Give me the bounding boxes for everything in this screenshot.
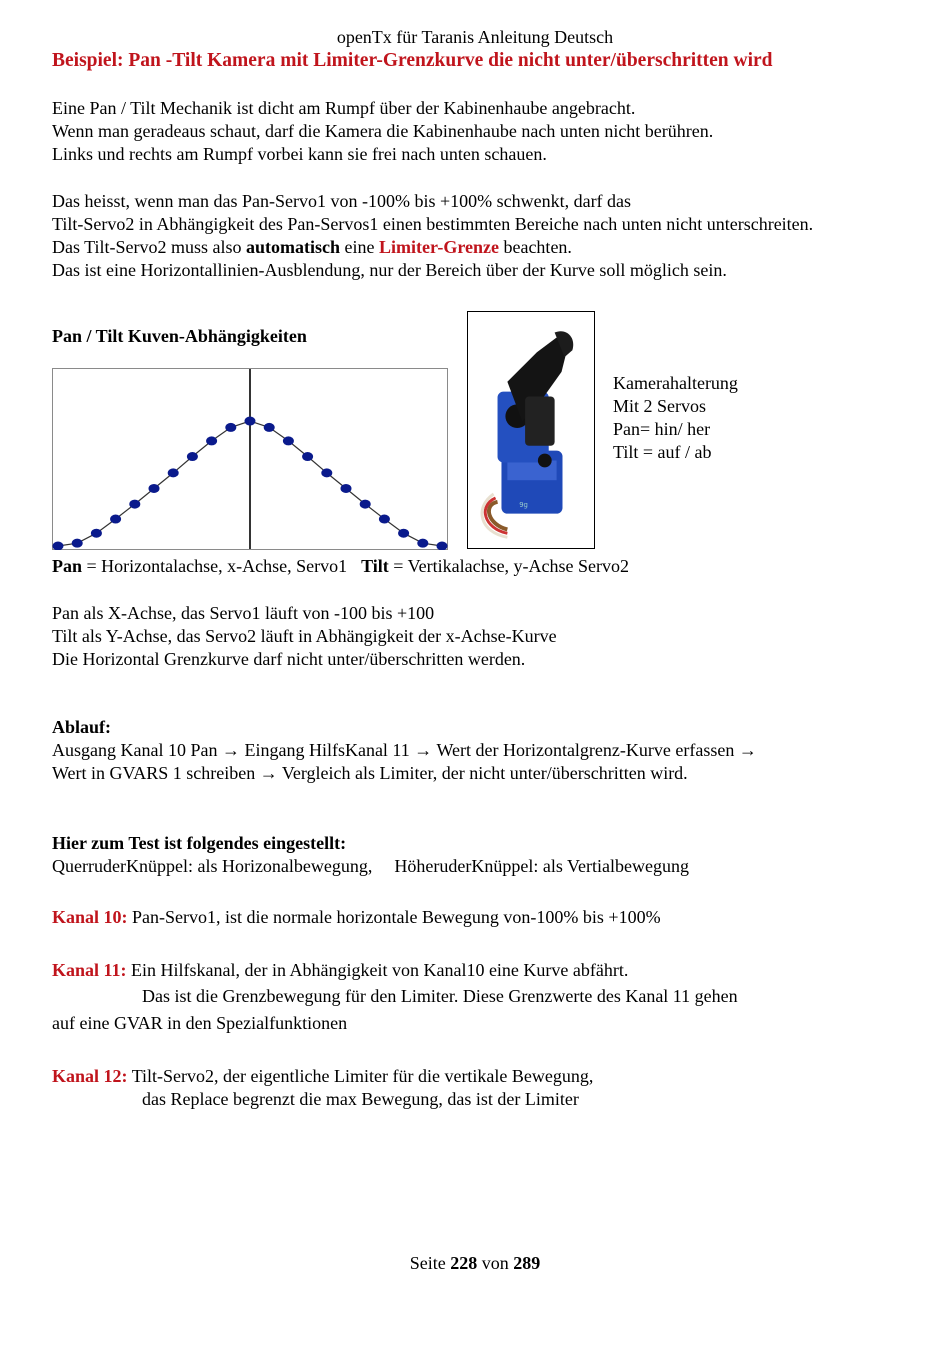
channel-11 [52, 960, 628, 981]
axes-line: Pan als X-Achse, das Servo1 läuft von -100 bis +100 [52, 603, 435, 623]
photo-caption [613, 372, 738, 464]
page-footer [0, 1253, 950, 1274]
curve-point [206, 436, 217, 445]
curve-point [72, 539, 83, 548]
intro-line: Links und rechts am Rumpf vorbei kann sie frei nach unten schauen. [52, 144, 547, 164]
curve-point [341, 484, 352, 493]
axes-paragraph [52, 602, 557, 671]
footer-text: Seite [409, 1253, 451, 1273]
text-span: Das Tilt-Servo2 muss also [52, 237, 247, 257]
footer-text: von [477, 1253, 514, 1273]
test-heading: Hier zum Test ist folgendes eingestellt: [52, 833, 347, 853]
curve-point [225, 423, 236, 432]
test-section [52, 832, 689, 878]
intro-line: Wenn man geradeaus schaut, darf die Kamera die Kabinenhaube nach unten nicht berühren. [52, 121, 714, 141]
curve-heading: Pan / Tilt Kuven-Abhängigkeiten [52, 326, 307, 346]
channel-12-text: Tilt-Servo2, der eigentliche Limiter für die vertikale Bewegung, [127, 1066, 594, 1086]
curve-point [302, 452, 313, 461]
caption-line: Kamerahalterung [613, 373, 738, 393]
curve-point [187, 452, 198, 461]
caption-line: Mit 2 Servos [613, 396, 707, 416]
intro-line: Das heisst, wenn man das Pan-Servo1 von -100% bis +100% schwenkt, darf das [52, 191, 632, 211]
channel-10-label: Kanal 10: [52, 907, 128, 927]
ablauf-line: Wert in GVARS 1 schreiben → Vergleich als Limiter, der nicht unter/überschritten wird. [52, 763, 688, 783]
channel-11-label: Kanal 11: [52, 960, 127, 980]
channel-10-text: Pan-Servo1, ist die normale horizontale Bewegung von-100% bis +100% [127, 907, 661, 927]
intro-paragraph-1 [52, 97, 713, 166]
emphasis-automatic: automatisch [246, 237, 341, 257]
curve-point [398, 529, 409, 538]
page-header: openTx für Taranis Anleitung Deutsch [336, 27, 614, 47]
curve-point [321, 468, 332, 477]
legend-tilt-text: = Vertikalachse, y-Achse Servo2 [388, 556, 630, 576]
pan-tilt-curve-chart [52, 368, 448, 550]
test-aileron-stick: QuerruderKnüppel: als Horizonalbewegung, [52, 856, 373, 876]
intro-line: Das ist eine Horizontallinien-Ausblendung, nur der Bereich über der Kurve soll möglich sein. [52, 260, 727, 280]
test-elevator-stick: HöheruderKnüppel: als Vertialbewegung [394, 856, 689, 876]
legend-pan-label: Pan [52, 556, 83, 576]
channel-12-line-2: das Replace begrenzt die max Bewegung, das ist der Limiter [142, 1089, 579, 1109]
curve-point [149, 484, 160, 493]
channel-11-line-2: Das ist die Grenzbewegung für den Limiter. Diese Grenzwerte des Kanal 11 gehen [142, 986, 738, 1006]
curve-point [129, 500, 140, 509]
svg-text:9g: 9g [519, 500, 528, 509]
ablauf-line: Ausgang Kanal 10 Pan → Eingang HilfsKanal 11 → Wert der Horizontalgrenz-Kurve erfassen → [52, 740, 757, 760]
curve-point [379, 515, 390, 524]
curve-point [264, 423, 275, 432]
channel-10 [52, 907, 661, 928]
pan-tilt-servo-photo [468, 312, 594, 548]
curve-point [360, 500, 371, 509]
curve-point [245, 417, 256, 426]
ablauf-heading: Ablauf: [52, 717, 112, 737]
caption-line: Pan= hin/ her [613, 419, 711, 439]
curve-point [168, 468, 179, 477]
servo-photo [467, 311, 595, 549]
text-span: eine [340, 237, 380, 257]
curve-point [91, 529, 102, 538]
intro-line [52, 236, 813, 259]
curve-point [110, 515, 121, 524]
channel-11-line-3: auf eine GVAR in den Spezialfunktionen [52, 1013, 348, 1033]
axis-legend [52, 556, 629, 577]
caption-line: Tilt = auf / ab [613, 442, 712, 462]
intro-line: Tilt-Servo2 in Abhängigkeit des Pan-Servos1 einen bestimmten Bereiche nach unten nicht unterschreiten. [52, 214, 814, 234]
curve-point [417, 539, 428, 548]
legend-tilt-label: Tilt [361, 556, 389, 576]
curve-point [283, 436, 294, 445]
section-title: Beispiel: Pan -Tilt Kamera mit Limiter-Grenzkurve die nicht unter/überschritten wird [52, 50, 773, 71]
channel-12-label: Kanal 12: [52, 1066, 128, 1086]
ablauf-section [52, 716, 757, 785]
test-line [52, 855, 689, 878]
axes-line: Die Horizontal Grenzkurve darf nicht unter/überschritten werden. [52, 649, 526, 669]
legend-pan-text: = Horizontalachse, x-Achse, Servo1 [82, 556, 348, 576]
text-span: beachten. [498, 237, 572, 257]
intro-paragraph-2 [52, 190, 813, 282]
channel-11-text: Ein Hilfskanal, der in Abhängigkeit von Kanal10 eine Kurve abfährt. [126, 960, 629, 980]
page-number: 228 [450, 1253, 478, 1273]
intro-line: Eine Pan / Tilt Mechanik ist dicht am Rumpf über der Kabinenhaube angebracht. [52, 98, 636, 118]
axes-line: Tilt als Y-Achse, das Servo2 läuft in Abhängigkeit der x-Achse-Kurve [52, 626, 557, 646]
emphasis-limiter-limit: Limiter-Grenze [379, 237, 499, 257]
channel-12 [52, 1066, 593, 1087]
page-total: 289 [513, 1253, 541, 1273]
